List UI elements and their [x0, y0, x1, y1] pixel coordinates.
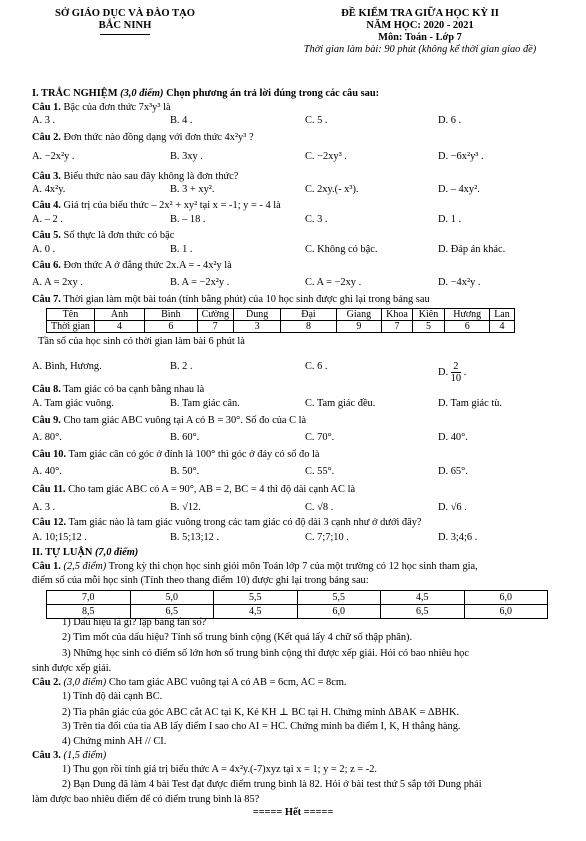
table-cell: Dung	[233, 309, 280, 321]
table-row	[47, 309, 515, 321]
question-3: Câu 3. Biểu thức nào sau đây không là đơn thức?	[32, 171, 239, 182]
essay-1-line2: điểm số của mỗi học sinh (Tính theo thang điểm 10) được ghi lại trong bảng sau:	[32, 575, 369, 586]
q2-option-d: D. −6x²y³ .	[438, 151, 484, 162]
part1-heading: I. TRẮC NGHIỆM (3,0 điểm) Chọn phương án trả lời đúng trong các câu sau:	[32, 88, 380, 99]
q5-option-c: C. Không có bậc.	[305, 244, 378, 255]
table-cell: 8	[281, 321, 336, 333]
time-table	[46, 308, 515, 333]
table-cell: 7	[382, 321, 413, 333]
q7-option-c: C. 6 .	[305, 361, 328, 372]
q8-option-b: B. Tam giác cân.	[170, 398, 240, 409]
q4-option-c: C. 3 .	[305, 214, 328, 225]
q9-option-a: A. 80°.	[32, 432, 62, 443]
essay-2-sub1: 1) Tính độ dài cạnh BC.	[62, 691, 163, 702]
table-row	[47, 321, 515, 333]
q11-option-d: D. √6 .	[438, 502, 467, 513]
table-cell: 3	[233, 321, 280, 333]
q4-option-d: D. 1 .	[438, 214, 462, 225]
table-cell: 6	[145, 321, 197, 333]
q5-option-d: D. Đáp án khác.	[438, 244, 506, 255]
q8-option-c: C. Tam giác đều.	[305, 398, 376, 409]
department-name: SỞ GIÁO DỤC VÀ ĐÀO TẠO	[55, 8, 195, 19]
essay-2: Câu 2. (3,0 điểm) Cho tam giác ABC vuông tại A có AB = 6cm, AC = 8cm.	[32, 677, 347, 688]
q3-option-d: D. – 4xy².	[438, 184, 480, 195]
province-name: BẮC NINH	[98, 20, 152, 31]
essay-3-sub1: 1) Thu gọn rồi tính giá trị biểu thức A = 4x²y.(-7)xyz tại x = 1; y = 2; z = -2.	[62, 764, 377, 775]
q12-option-a: A. 10;15;12 .	[32, 532, 87, 543]
table-cell: 4	[490, 321, 515, 333]
essay-2-sub2: 2) Tia phân giác của góc ABC cắt AC tại K, Kẻ KH ⊥ BC tại H. Chứng minh ΔBAK = ΔBHK.	[62, 707, 460, 718]
question-2: Câu 2. Đơn thức nào đồng dạng với đơn thức 4x²y³ ?	[32, 132, 254, 143]
q9-option-c: C. 70°.	[305, 432, 335, 443]
q7-option-b: B. 2 .	[170, 361, 193, 372]
q7-option-d: D. $\frac{2}{10}$ .	[438, 361, 467, 384]
table-cell: 9	[336, 321, 381, 333]
table-cell: 5,0	[130, 591, 214, 605]
essay-3-sub2-cont: làm được bao nhiêu điểm để có điểm trung bình là 85?	[32, 794, 260, 805]
table-cell: 6	[445, 321, 490, 333]
essay-1-sub1: 1) Dấu hiệu là gì? lập bảng tần số?	[62, 617, 207, 628]
q1-option-a: A. 3 .	[32, 115, 56, 126]
essay-1-sub3: 3) Những học sinh có điểm số lớn hơn số trung bình cộng thì được xếp giải. Hỏi có bao nhiêu học	[62, 648, 469, 659]
table-cell: 4	[94, 321, 144, 333]
q11-option-b: B. √12.	[170, 502, 201, 513]
end-marker: ===== Hết =====	[252, 807, 334, 818]
question-9: Câu 9. Cho tam giác ABC vuông tại A có B = 30°. Số đo của C là	[32, 415, 307, 426]
q5-option-b: B. 1 .	[170, 244, 193, 255]
part2-heading: II. TỰ LUẬN (7,0 điểm)	[32, 547, 139, 558]
q9-option-b: B. 60°.	[170, 432, 200, 443]
table-cell: Giang	[336, 309, 381, 321]
q6-option-d: D. −4x²y .	[438, 277, 481, 288]
q12-option-b: B. 5;13;12 .	[170, 532, 220, 543]
essay-2-sub3: 3) Trên tia đối của tia AB lấy điểm I sao cho AI = HC. Chứng minh ba điểm I, K, H thẳng hàng.	[62, 721, 461, 732]
q6-option-c: C. A = −2xy .	[305, 277, 362, 288]
table-cell: 8,5	[47, 605, 131, 619]
question-6: Câu 6. Đơn thức A ở đẳng thức 2x.A = - 4x²y là	[32, 260, 232, 271]
table-cell: 6,5	[381, 605, 465, 619]
q4-option-a: A. – 2 .	[32, 214, 63, 225]
table-cell: Lan	[490, 309, 515, 321]
table-cell: Bình	[145, 309, 197, 321]
subject: Môn: Toán - Lớp 7	[378, 32, 462, 43]
q7-followup: Tần số của học sinh có thời gian làm bài 6 phút là	[38, 336, 245, 347]
table-cell: 7,0	[47, 591, 131, 605]
table-cell: 6,5	[130, 605, 214, 619]
question-10: Câu 10. Tam giác cân có góc ở đỉnh là 100° thì góc ở đáy có số đo là	[32, 449, 320, 460]
table-cell: 5,5	[214, 591, 298, 605]
question-7: Câu 7. Thời gian làm một bài toán (tính bằng phút) của 10 học sinh được ghi lại trong bảng sau	[32, 294, 430, 305]
table-cell: 7	[197, 321, 233, 333]
header-divider	[100, 34, 150, 35]
score-table	[46, 590, 548, 619]
q1-option-b: B. 4 .	[170, 115, 193, 126]
table-cell: 6,0	[297, 605, 381, 619]
q3-option-c: C. 2xy.(- x³).	[305, 184, 359, 195]
table-cell: 4,5	[214, 605, 298, 619]
q2-option-b: B. 3xy .	[170, 151, 203, 162]
q3-option-a: A. 4x²y.	[32, 184, 66, 195]
table-cell: Hương	[445, 309, 490, 321]
table-cell: Thời gian	[47, 321, 95, 333]
question-4: Câu 4. Giá trị của biểu thức – 2x² + xy² tại x = -1; y = - 4 là	[32, 200, 281, 211]
table-cell: 6,0	[464, 591, 548, 605]
q12-option-d: D. 3;4;6 .	[438, 532, 478, 543]
essay-1-sub3-cont: sinh được xếp giải.	[32, 663, 112, 674]
question-12: Câu 12. Tam giác nào là tam giác vuông trong các tam giác có độ dài 3 cạnh như ở dưới đây?	[32, 517, 422, 528]
table-cell: 6,0	[464, 605, 548, 619]
question-8: Câu 8. Tam giác có ba cạnh bằng nhau là	[32, 384, 205, 395]
essay-3: Câu 3. (1,5 điểm)	[32, 750, 107, 761]
table-cell: Cường	[197, 309, 233, 321]
table-cell: 5,5	[297, 591, 381, 605]
q11-option-c: C. √8 .	[305, 502, 334, 513]
school-year: NĂM HỌC: 2020 - 2021	[366, 20, 474, 31]
q10-option-b: B. 50°.	[170, 466, 200, 477]
table-cell: Khoa	[382, 309, 413, 321]
fraction: $\frac{2}{10}$	[450, 361, 462, 384]
q1-option-c: C. 5 .	[305, 115, 328, 126]
table-cell: Đại	[281, 309, 336, 321]
q5-option-a: A. 0 .	[32, 244, 56, 255]
essay-1: Câu 1. (2,5 điểm) Trong kỳ thi chọn học sinh giỏi môn Toán lớp 7 của một trường có 12 học sinh tham gia,	[32, 561, 478, 572]
q8-option-d: D. Tam giác tù.	[438, 398, 503, 409]
q2-option-c: C. −2xy³ .	[305, 151, 347, 162]
q4-option-b: B. – 18 .	[170, 214, 206, 225]
table-cell: Ánh	[94, 309, 144, 321]
question-1: Câu 1. Bậc của đơn thức 7x³y³ là	[32, 102, 171, 113]
time-limit: Thời gian làm bài: 90 phút (không kể thời gian giao đề)	[303, 44, 537, 55]
q10-option-a: A. 40°.	[32, 466, 62, 477]
q8-option-a: A. Tam giác vuông.	[32, 398, 114, 409]
table-row	[47, 591, 548, 605]
question-5: Câu 5. Số thực là đơn thức có bậc	[32, 230, 175, 241]
q7-option-a: A. Bình, Hương.	[32, 361, 102, 372]
table-cell: 5	[412, 321, 444, 333]
q3-option-b: B. 3 + xy².	[170, 184, 215, 195]
q1-option-d: D. 6 .	[438, 115, 462, 126]
q10-option-c: C. 55°.	[305, 466, 335, 477]
q6-option-a: A. A = 2xy .	[32, 277, 83, 288]
q12-option-c: C. 7;7;10 .	[305, 532, 349, 543]
question-11: Câu 11. Cho tam giác ABC có A = 90°, AB = 2, BC = 4 thì độ dài cạnh AC là	[32, 484, 356, 495]
table-cell: 4,5	[381, 591, 465, 605]
q11-option-a: A. 3 .	[32, 502, 56, 513]
essay-1-sub2: 2) Tìm mốt của dấu hiệu? Tính số trung bình cộng (Kết quả lấy 4 chữ số thập phân).	[62, 632, 413, 643]
q6-option-b: B. A = −2x²y .	[170, 277, 230, 288]
q2-option-a: A. −2x²y .	[32, 151, 75, 162]
q9-option-d: D. 40°.	[438, 432, 468, 443]
essay-2-sub4: 4) Chứng minh AH // CI.	[62, 736, 167, 747]
table-cell: Tên	[47, 309, 95, 321]
table-cell: Kiên	[412, 309, 444, 321]
exam-title: ĐỀ KIỂM TRA GIỮA HỌC KỲ II	[341, 8, 499, 19]
q10-option-d: D. 65°.	[438, 466, 468, 477]
essay-3-sub2: 2) Bạn Dung đã làm 4 bài Test đạt được điểm trung bình là 82. Hỏi ở bài test thứ 5 sắp tới Dung phải	[62, 779, 482, 790]
